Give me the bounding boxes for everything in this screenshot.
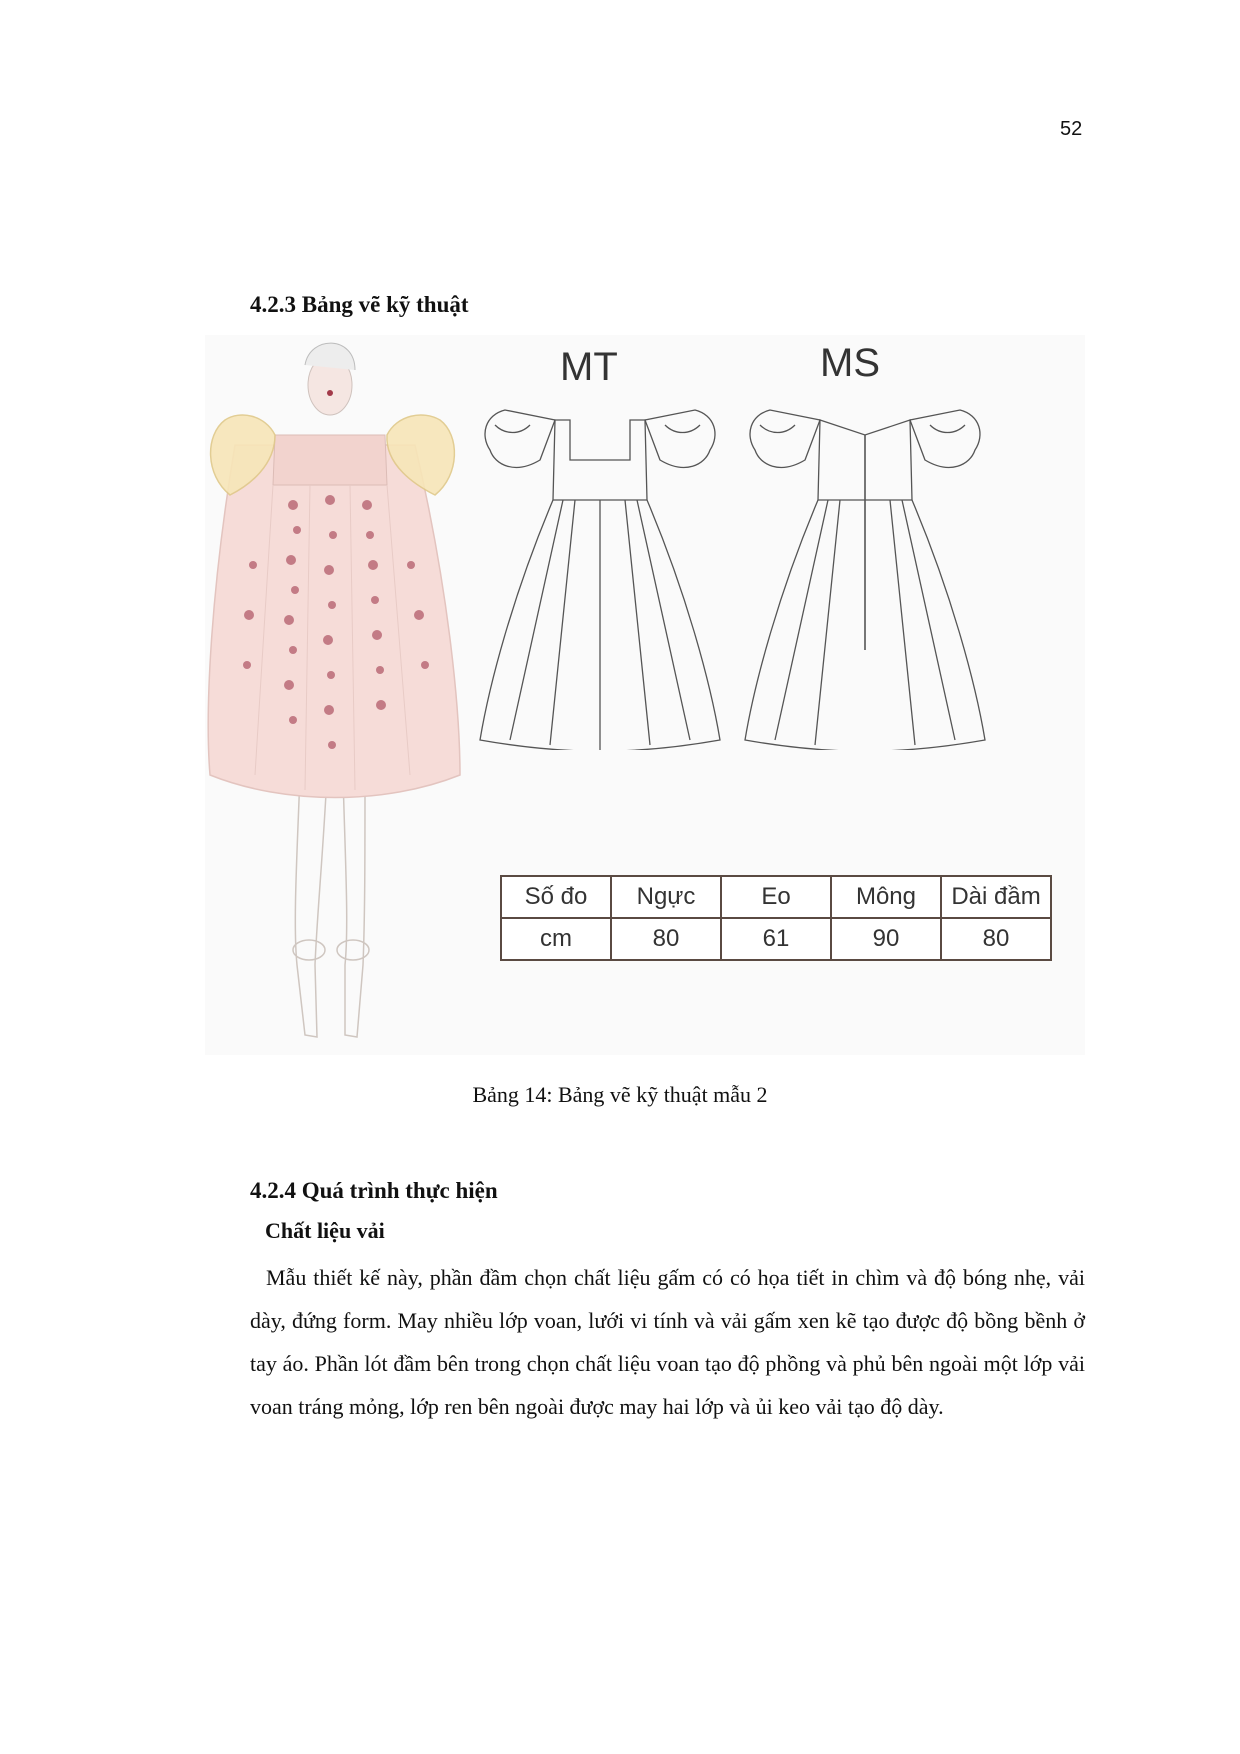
table-header-cell: Số đo <box>501 876 611 918</box>
section-heading-4-2-3: 4.2.3 Bảng vẽ kỹ thuật <box>250 292 469 317</box>
table-row <box>501 876 1051 918</box>
table-cell: 80 <box>611 918 721 960</box>
table-row <box>501 918 1051 960</box>
front-flat-sketch <box>465 390 735 750</box>
front-view-label: MT <box>560 345 618 389</box>
paragraph-text: Mẫu thiết kế này, phần đầm chọn chất liệu gấm có có họa tiết in chìm và độ bóng nhẹ, vải dày, đứng form. May nhiều lớp voan, lưới vi tính và vải gấm xen kẽ tạo được độ bồng bềnh ở tay áo. Phần lót đầm bên trong chọn chất liệu voan tạo độ phồng và phủ bên ngoài một lớp vải voan tráng mỏng, lớp ren bên ngoài được may hai lớp và ủi keo vải tạo độ dày. <box>250 1265 1085 1419</box>
measurement-table <box>500 875 1052 961</box>
back-view-label: MS <box>820 341 880 385</box>
technical-drawing-figure <box>205 335 1085 1055</box>
illustration-head <box>305 343 355 415</box>
section-heading-4-2-4: 4.2.4 Quá trình thực hiện <box>250 1178 498 1203</box>
illustration-legs <box>293 775 369 1037</box>
table-header-cell: Dài đầm <box>941 876 1051 918</box>
table-header-cell: Mông <box>831 876 941 918</box>
table-header-cell: Eo <box>721 876 831 918</box>
sub-heading-fabric: Chất liệu vải <box>265 1218 385 1243</box>
back-flat-sketch <box>730 390 1000 750</box>
fashion-illustration <box>205 335 465 1055</box>
illustration-dress <box>208 435 460 798</box>
table-cell: cm <box>501 918 611 960</box>
table-header-cell: Ngực <box>611 876 721 918</box>
table-cell: 90 <box>831 918 941 960</box>
figure-caption: Bảng 14: Bảng vẽ kỹ thuật mẫu 2 <box>472 1082 768 1107</box>
table-cell: 61 <box>721 918 831 960</box>
body-paragraph <box>250 1256 1085 1428</box>
page-number: 52 <box>1060 118 1083 140</box>
table-cell: 80 <box>941 918 1051 960</box>
